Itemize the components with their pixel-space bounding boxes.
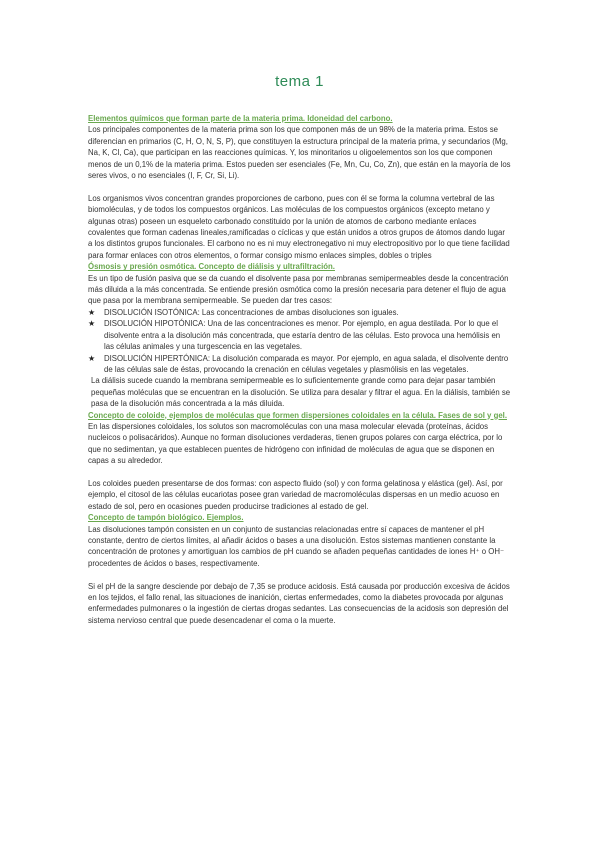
section-heading: Ósmosis y presión osmótica. Concepto de diálisis y ultrafiltración. [88,262,335,272]
star-bullet-icon: ★ [88,307,96,317]
list-item-text: DISOLUCIÓN ISOTÓNICA: Las concentraciones de ambas disoluciones son iguales. [104,307,399,317]
list-item-text: DISOLUCIÓN HIPOTÓNICA: Una de las concentraciones es menor. Por ejemplo, en agua destilada. Por lo que el disolvente entra a la disolución más concentrada, que estaría dentro de las células. Esto provoca una hemólisis en las células animales y una turgescencia en las vegetales. [104,319,501,352]
paragraph: Las disoluciones tampón consisten en un conjunto de sustancias relacionadas entre sí capaces de mantener el pH constante, dentro de ciertos límites, al añadir ácidos o bases a una disolución. Estos sistemas mantienen constante la concentración de protones y amortiguan los cambios de pH cuando se añaden pequeñas cantidades de iones H⁺ o OH⁻ procedentes de ácidos o bases, respectivamente. [88,524,505,568]
section-heading: Concepto de tampón biológico. Ejemplos. [88,513,244,523]
section-heading: Elementos químicos que forman parte de la materia prima. Idoneidad del carbono. [88,114,393,123]
list-item-text: DISOLUCIÓN HIPERTÓNICA: La disolución comparada es mayor. Por ejemplo, en agua salada, el disolvente dentro de las células sale de éstas, provocando la crenación en células vegetales y plasmólisis en las vegetales. [104,353,509,374]
paragraph: La diálisis sucede cuando la membrana semipermeable es lo suficientemente grande como para dejar pasar también pequeñas moléculas que se encuentran en la disolución. Se utiliza para desalar y filtrar el agua. En la diálisis, también se pasa de la disolución más concentrada a la más diluida. [91,376,511,409]
section-heading: Concepto de coloide, ejemplos de moléculas que formen dispersiones coloidales en la célula. Fases de sol y gel. [88,410,507,420]
paragraph: Es un tipo de fusión pasiva que se da cuando el disolvente pasa por membranas semipermeables desde la concentración más diluida a la más concentrada. Se entiende presión osmótica como la presión necesaria para detener el flujo de agua que pasa por la membrana semipermeable. Se pueden dar tres casos: [88,273,509,306]
paragraph: Los organismos vivos concentran grandes proporciones de carbono, pues con él se forma la columna vertebral de las biomoléculas, y de todos los compuestos orgánicos. Las moléculas de los compuestos orgánicos (excepto metano y algunas otras) poseen un esqueleto carbonado constituido por la unión de atomos de carbono mediante enlaces covalentes que forman cadenas lineales,ramificadas o cíclicas y que están unidos a otros grupos de átomos dando lugar a los distintos grupos funcionales. El carbono no es ni muy electronegativo ni muy electropositivo por lo que tiene facilidad para formar enlaces con otros elementos, o formar consigo mismo enlaces simples, dobles o triples [88,193,510,260]
section-tampon [88,512,511,626]
list-item [88,353,511,376]
list-item [88,307,511,318]
star-bullet-icon: ★ [88,319,96,329]
paragraph: Si el pH de la sangre desciende por debajo de 7,35 se produce acidosis. Está causada por producción excesiva de ácidos en los tejidos, el fallo renal, las situaciones de inanición, ciertas enfermedades, como la diabetes provocada por algunas enfermedades pulmonares o la ingestión de ciertas drogas sedantes. Las consecuencias de la acidosis son depresión del sistema nervioso central que puede desencadenar el coma o la muerte. [88,581,510,625]
bullet-list [88,307,511,375]
star-bullet-icon: ★ [88,353,96,363]
paragraph: Los coloides pueden presentarse de dos formas: con aspecto fluido (sol) y con forma gelatinosa y elástica (gel). Así, por ejemplo, el citosol de las células eucariotas posee gran variedad de macromoléculas dispersas en un medio acuoso en estado de sol, pero en ocasiones pueden producirse tradiciones al estado de gel. [88,478,503,511]
paragraph: En las dispersiones coloidales, los solutos son macromoléculas con una masa molecular elevada (proteínas, ácidos nucleicos o polisacáridos). Aunque no forman disoluciones verdaderas, tienen grupos polares con carga eléctrica, por lo que no sedimentan, ya que establecen puentes de hidrógeno con infinidad de moléculas de agua que se disponen en capas a su alrededor. [88,421,503,466]
document-body [88,113,511,626]
list-item [88,318,511,352]
section-coloide [88,410,511,513]
page-title: tema 1 [275,73,324,90]
section-elementos [88,113,511,261]
paragraph: Los principales componentes de la materia prima son los que componen más de un 98% de la materia prima. Estos se diferencian en primarios (C, H, O, N, S, P), que constituyen la estructura principal de la materia prima, y secundarios (Mg, Na, K, Cl, Ca), que participan en las reacciones químicas. Y, los minoritarios u oligoelementos son los que componen menos de un 0,1% de la materia prima. Estos pueden ser esenciales (Fe, Mn, Cu, Co, Zn), que están en la mayoría de los seres vivos, o no esenciales (I, F, Cr, Si, Li). [88,125,511,181]
section-osmosis [88,261,511,409]
